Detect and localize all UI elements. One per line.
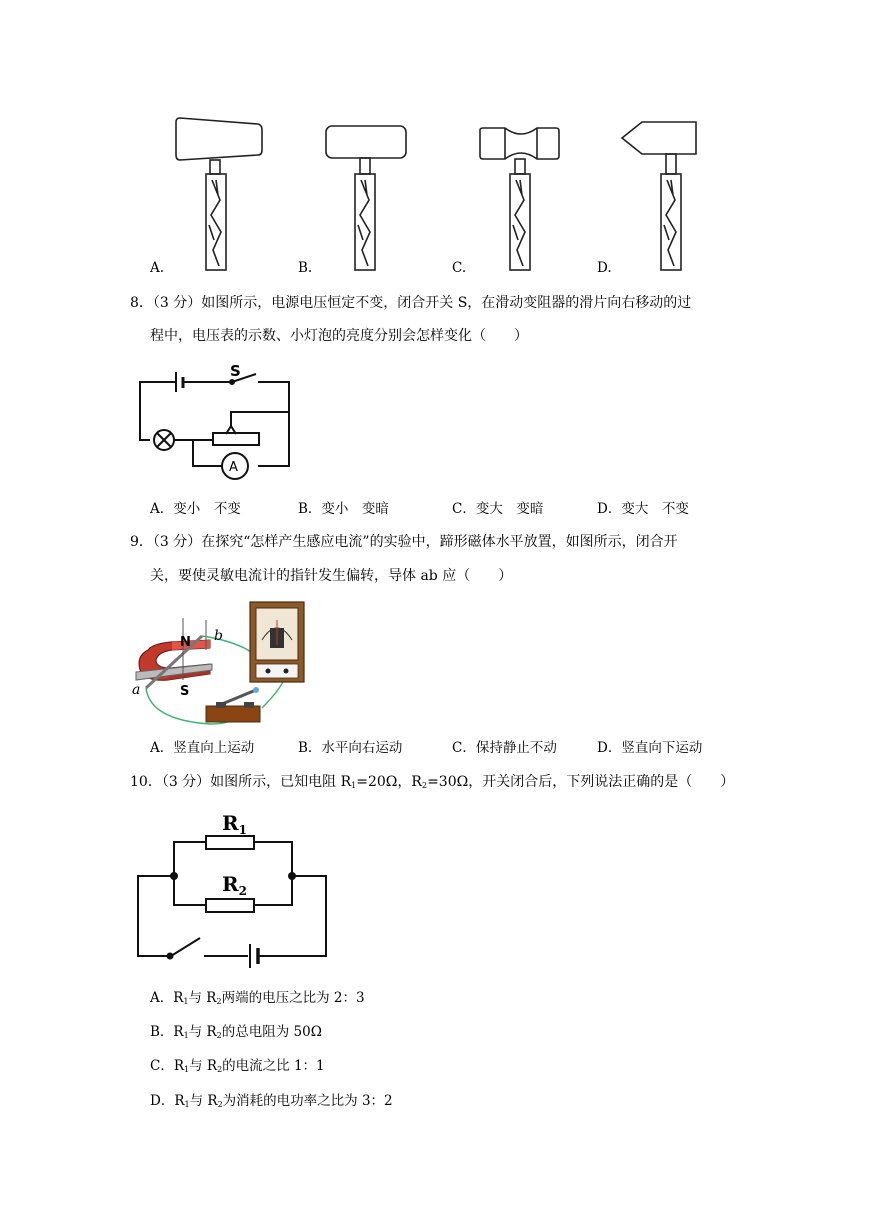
q9-s-label: S <box>180 684 190 699</box>
q8-stem-line1: 8．（3 分）如图所示，电源电压恒定不变，闭合开关 S，在滑动变阻器的滑片向右移动的过 <box>130 295 692 311</box>
q7-option-c[interactable]: C. <box>452 260 467 276</box>
q8-ammeter-label: A <box>229 460 238 475</box>
q9-a-label: a <box>132 682 141 698</box>
q9-option-d[interactable]: D．竖直向下运动 <box>597 740 703 756</box>
q9-stem-line2: 关，要使灵敏电流计的指针发生偏转，导体 ab 应（ ） <box>150 568 513 584</box>
q10-r1-label: $R_1$ <box>222 811 247 837</box>
q9-n-label: N <box>180 635 191 650</box>
q8-stem-line2: 程中，电压表的示数、小灯泡的亮度分别会怎样变化（ ） <box>150 328 528 344</box>
q10-stem: 10．（3 分）如图所示，已知电阻 $R_1=20\Omega$，$R_2=30\Omega$，开关闭合后，下列说法正确的是（ ） <box>130 774 735 790</box>
q10-option-b[interactable]: B．$R_1$与 $R_2$的总电阻为 50Ω <box>150 1024 322 1040</box>
q7-option-a[interactable]: A. <box>150 260 165 276</box>
q9-stem-line1: 9．（3 分）在探究“怎样产生感应电流”的实验中，蹄形磁体水平放置，如图所示，闭合开 <box>130 534 678 550</box>
q10-option-d[interactable]: D．$R_1$与 $R_2$为消耗的电功率之比为 3：2 <box>150 1093 393 1109</box>
q8-option-c[interactable]: C．变大 变暗 <box>452 501 544 517</box>
q9-b-label: b <box>214 628 223 644</box>
q8-option-a[interactable]: A．变小 不变 <box>150 501 241 517</box>
q8-switch-label: S <box>230 362 241 380</box>
q9-option-b[interactable]: B．水平向右运动 <box>298 740 403 756</box>
q8-option-d[interactable]: D．变大 不变 <box>597 501 689 517</box>
q8-option-b[interactable]: B．变小 变暗 <box>298 501 389 517</box>
q7-option-d[interactable]: D. <box>597 260 612 276</box>
q10-r2-label: $R_2$ <box>222 872 247 898</box>
q9-option-c[interactable]: C．保持静止不动 <box>452 740 557 756</box>
q7-option-b[interactable]: B. <box>298 260 313 276</box>
q10-option-a[interactable]: A．$R_1$与 $R_2$两端的电压之比为 2：3 <box>150 990 365 1006</box>
q9-option-a[interactable]: A．竖直向上运动 <box>150 740 255 756</box>
q10-option-c[interactable]: C．$R_1$与 $R_2$的电流之比 1：1 <box>150 1058 325 1074</box>
